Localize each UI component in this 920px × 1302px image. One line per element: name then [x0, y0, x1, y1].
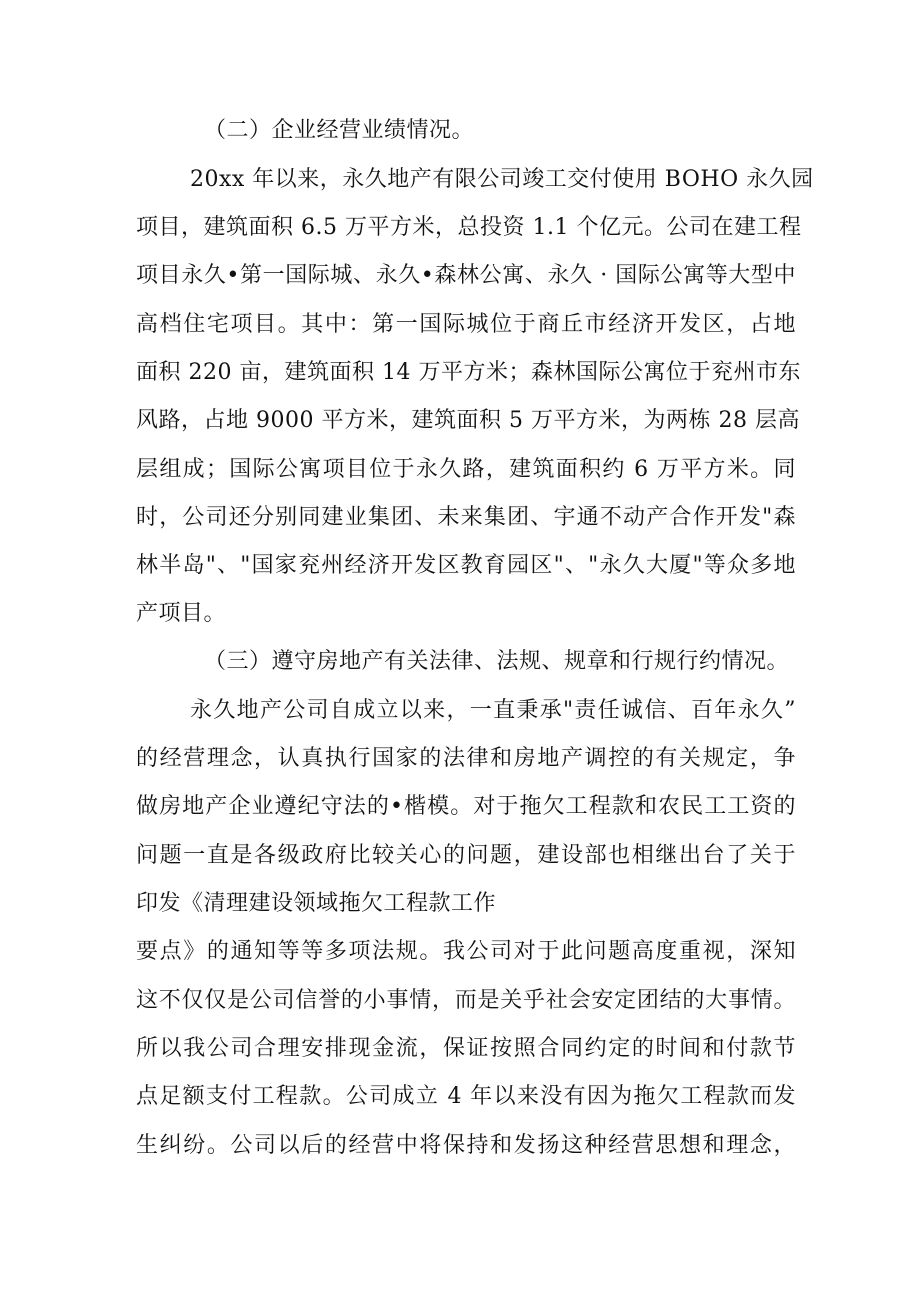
paragraph-line: 问题一直是各级政府比较关心的问题，建设部也相继出台了关于 — [136, 843, 796, 868]
paragraph-line: 项目，建筑面积 6.5 万平方米，总投资 1.1 个亿元。公司在建工程 — [136, 215, 802, 240]
paragraph-line: 这不仅仅是公司信誉的小事情，而是关乎社会安定团结的大事情。 — [136, 988, 796, 1013]
paragraph-line: 林半岛"、"国家兖州经济开发区教育园区"、"永久大厦"等众多地 — [136, 553, 796, 578]
paragraph-line: 的经营理念，认真执行国家的法律和房地产调控的有关规定，争 — [136, 746, 796, 771]
paragraph-line: 所以我公司合理安排现金流，保证按照合同约定的时间和付款节 — [136, 1036, 796, 1061]
paragraph-line: 高档住宅项目。其中：第一国际城位于商丘市经济开发区，占地 — [136, 312, 796, 337]
paragraph-line: 要点》的通知等等多项法规。我公司对于此问题高度重视，深知 — [136, 939, 796, 964]
paragraph-line: 生纠纷。公司以后的经营中将保持和发扬这种经营思想和理念， — [136, 1133, 796, 1158]
paragraph-line: 时，公司还分别同建业集团、未来集团、宇通不动产合作开发"森 — [136, 505, 796, 530]
section-heading-2: （二）企业经营业绩情况。 — [204, 118, 475, 143]
section-heading-3: （三）遵守房地产有关法律、法规、规章和行规行约情况。 — [204, 649, 790, 674]
paragraph-line: 项目永久•第一国际城、永久•森林公寓、永久 · 国际公寓等大型中 — [136, 263, 796, 288]
paragraph-line: 做房地产企业遵纪守法的•楷模。对于拖欠工程款和农民工工资的 — [136, 794, 796, 819]
paragraph-line: 面积 220 亩，建筑面积 14 万平方米；森林国际公寓位于兖州市东 — [136, 360, 801, 385]
paragraph-line: 永久地产公司自成立以来，一直秉承"责任诚信、百年永久” — [190, 698, 796, 723]
paragraph-line: 层组成；国际公寓项目位于永久路，建筑面积约 6 万平方米。同 — [136, 457, 796, 482]
paragraph-line: 产项目。 — [136, 601, 227, 626]
paragraph-line: 印发《清理建设领域拖欠工程款工作 — [136, 891, 497, 916]
paragraph-line: 点足额支付工程款。公司成立 4 年以来没有因为拖欠工程款而发 — [136, 1084, 796, 1109]
paragraph-line: 风路，占地 9000 平方米，建筑面积 5 万平方米，为两栋 28 层高 — [136, 408, 800, 433]
paragraph-line: 20xx 年以来，永久地产有限公司竣工交付使用 BOHO 永久园 — [190, 167, 814, 192]
